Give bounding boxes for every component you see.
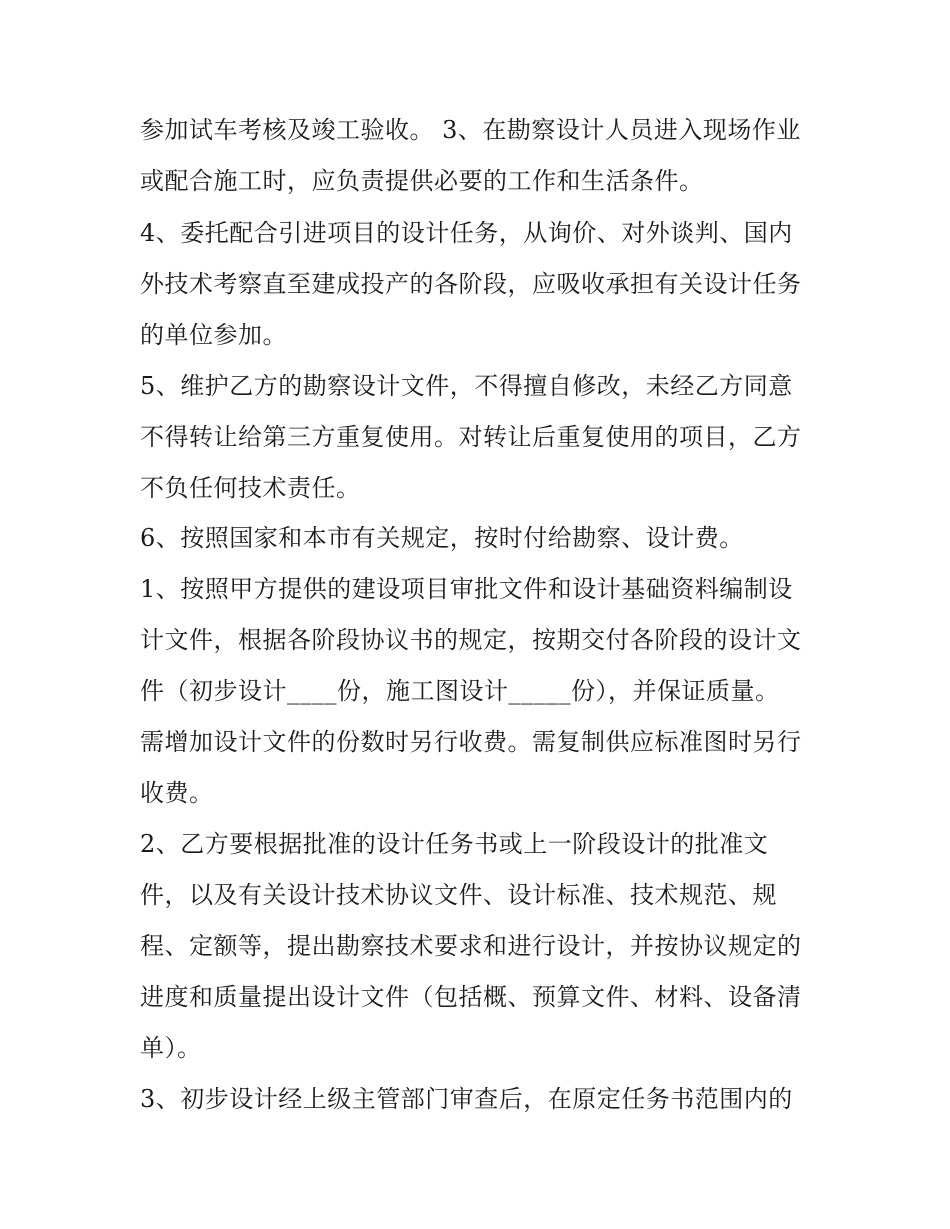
text-line: 件，以及有关设计技术协议文件、设计标准、技术规范、规 [140, 881, 777, 909]
text-line: 的单位参加。 [140, 321, 287, 349]
text-line: 2、乙方要根据批准的设计任务书或上一阶段设计的批准文 [140, 830, 769, 858]
text-line: 6、按照国家和本市有关规定，按时付给勘察、设计费。 [140, 524, 744, 552]
text-line: 计文件，根据各阶段协议书的规定，按期交付各阶段的设计文 [140, 626, 802, 654]
text-line: 需增加设计文件的份数时另行收费。需复制供应标准图时另行 [140, 728, 802, 756]
text-line: 外技术考察直至建成投产的各阶段，应吸收承担有关设计任务 [140, 270, 802, 298]
text-line: 3、初步设计经上级主管部门审查后，在原定任务书范围内的 [140, 1085, 793, 1113]
text-line: 程、定额等，提出勘察技术要求和进行设计，并按协议规定的 [140, 932, 802, 960]
text-line: 或配合施工时，应负责提供必要的工作和生活条件。 [140, 167, 704, 195]
text-line: 不负任何技术责任。 [140, 474, 361, 502]
text-line: 1、按照甲方提供的建设项目审批文件和设计基础资料编制设 [140, 575, 793, 603]
text-line: 件（初步设计____份，施工图设计_____份），并保证质量。 [140, 677, 780, 705]
text-line: 不得转让给第三方重复使用。对转让后重复使用的项目，乙方 [140, 423, 802, 451]
text-line: 收费。 [140, 779, 214, 807]
text-line: 进度和质量提出设计文件（包括概、预算文件、材料、设备清 [140, 983, 802, 1011]
text-line: 4、委托配合引进项目的设计任务，从询价、对外谈判、国内 [140, 219, 793, 247]
text-line: 单）。 [140, 1034, 202, 1062]
text-line: 参加试车考核及竣工验收。 3、在勘察设计人员进入现场作业 [140, 116, 801, 144]
text-line: 5、维护乙方的勘察设计文件，不得擅自修改，未经乙方同意 [140, 372, 793, 400]
